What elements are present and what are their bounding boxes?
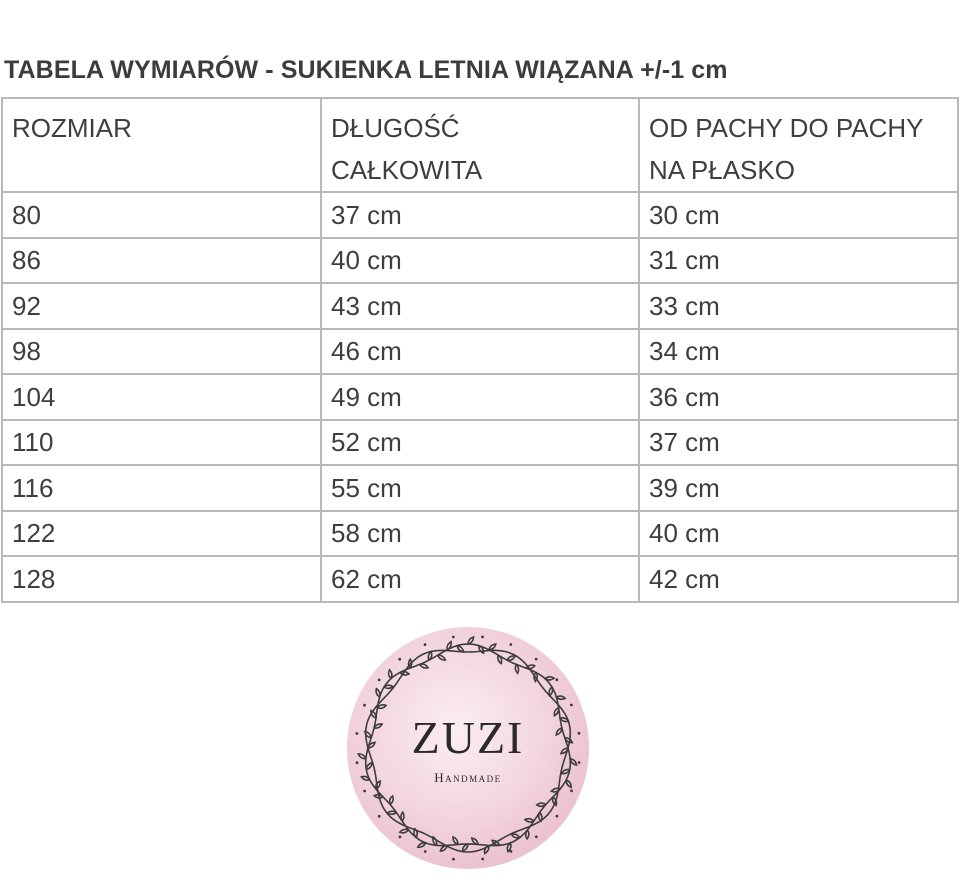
cell-size: 116 [2,465,321,511]
wreath-berry [398,658,401,661]
wreath-berry [363,704,366,707]
cell-size: 92 [2,283,321,329]
wreath-berry [356,761,359,764]
table-row [2,556,958,602]
wreath-berry [481,858,484,861]
header-length-line-2: CAŁKOWITA [331,155,483,185]
cell-size: 128 [2,556,321,602]
cell-chest: 31 cm [639,238,958,284]
wreath-berry [424,643,427,646]
wreath-berry [424,850,427,853]
cell-length: 52 cm [321,420,639,466]
table-row [2,192,958,238]
header-cell-size [2,98,321,192]
wreath-berry [535,835,538,838]
wreath-berry [378,679,381,682]
cell-size: 104 [2,374,321,420]
table-row [2,238,958,284]
wreath-berry [378,815,381,818]
cell-length: 58 cm [321,511,639,557]
table-row [2,420,958,466]
cell-chest: 33 cm [639,283,958,329]
wreath-berry [570,789,573,792]
header-length-line-1: DŁUGOŚĆ [331,113,460,143]
cell-size: 98 [2,329,321,375]
cell-chest: 42 cm [639,556,958,602]
page-title: TABELA WYMIARÓW - SUKIENKA LETNIA WIĄZANA +/-1 cm [4,56,728,84]
wreath-berry [510,850,513,853]
wreath-berry [356,732,359,735]
cell-chest: 36 cm [639,374,958,420]
cell-length: 37 cm [321,192,639,238]
wreath-berry [555,678,558,681]
cell-size: 110 [2,420,321,466]
wreath-berry [556,815,559,818]
wreath-berry [452,858,455,861]
cell-chest: 40 cm [639,511,958,557]
cell-length: 40 cm [321,238,639,284]
header-chest-line-2: NA PŁASKO [649,155,795,185]
wreath-berry [452,636,455,639]
table-row [2,374,958,420]
wreath-berry [578,732,581,735]
wreath-berry [399,836,402,839]
cell-length: 55 cm [321,465,639,511]
table-row [2,329,958,375]
cell-length: 49 cm [321,374,639,420]
cell-chest: 30 cm [639,192,958,238]
header-size-label: ROZMIAR [12,113,132,143]
wreath-berry [481,636,484,639]
wreath-berry [570,704,573,707]
cell-chest: 37 cm [639,420,958,466]
wreath-berry [578,761,581,764]
cell-length: 62 cm [321,556,639,602]
wreath-berry [363,790,366,793]
wreath-berry [535,658,538,661]
cell-chest: 39 cm [639,465,958,511]
logo-brand-text: ZUZI [411,712,525,763]
header-cell-chest [639,98,958,192]
table-row [2,511,958,557]
size-table [1,97,959,603]
table-row [2,283,958,329]
header-cell-length [321,98,639,192]
logo-tagline-text: Handmade [434,770,502,785]
table-header-row [2,98,958,192]
cell-size: 80 [2,192,321,238]
cell-chest: 34 cm [639,329,958,375]
logo-badge [345,625,591,871]
zuzi-handmade-logo [345,625,591,871]
header-chest-line-1: OD PACHY DO PACHY [649,113,924,143]
wreath-berry [509,643,512,646]
cell-size: 86 [2,238,321,284]
cell-size: 122 [2,511,321,557]
cell-length: 46 cm [321,329,639,375]
table-row [2,465,958,511]
cell-length: 43 cm [321,283,639,329]
